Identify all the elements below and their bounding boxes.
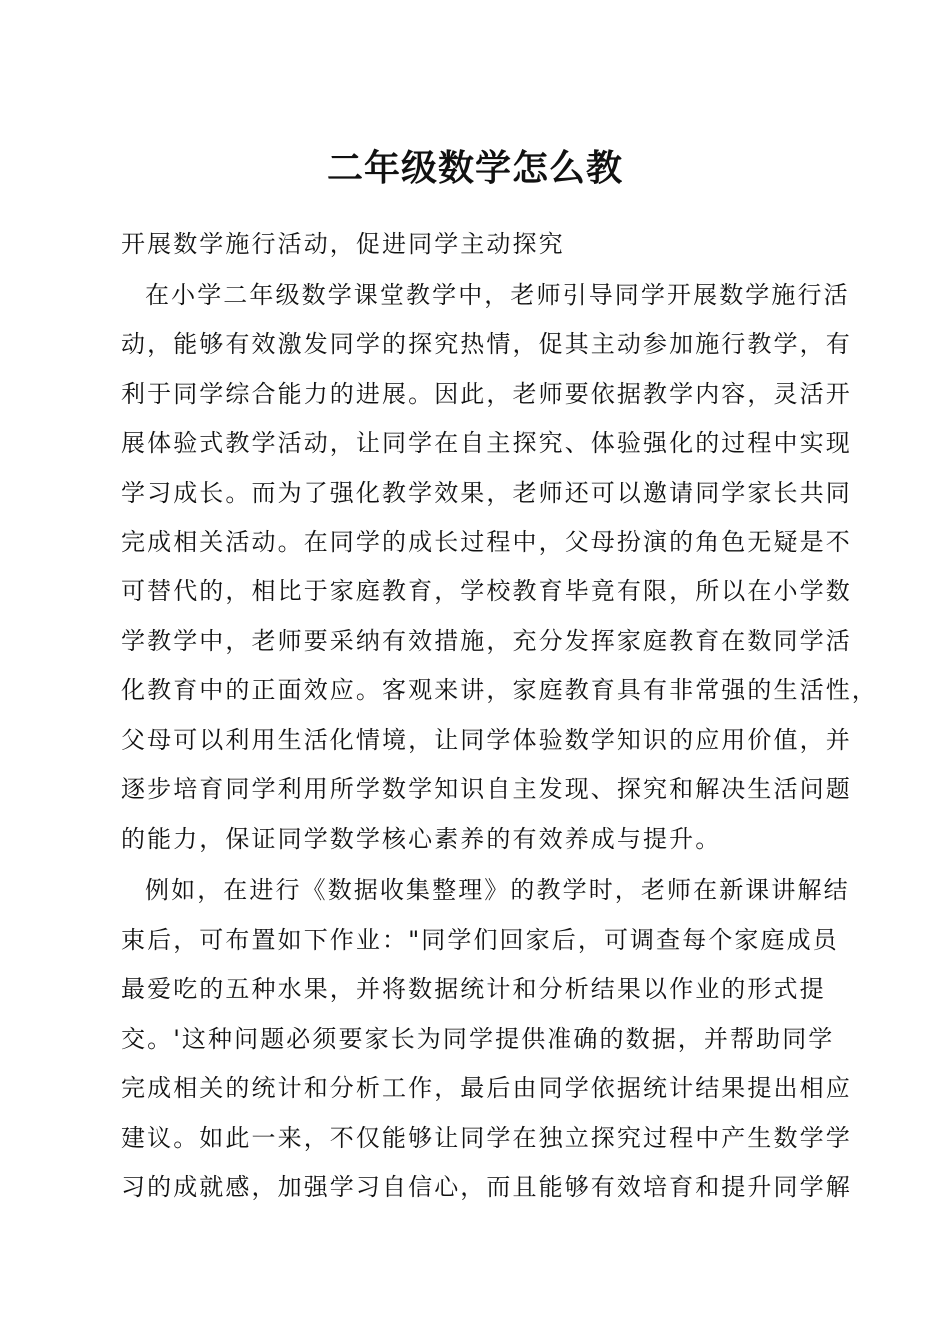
document-title: 二年级数学怎么教 [326,147,623,189]
paragraph-line: 展体验式教学活动，让同学在自主探究、体验强化的过程中实现 [121,429,852,457]
paragraph-line: 可替代的，相比于家庭教育，学校教育毕竟有限，所以在小学数 [121,577,852,605]
paragraph-line: 最爱吃的五种水果，并将数据统计和分析结果以作业的形式提 [121,975,826,1003]
paragraph-line: 交。'这种问题必须要家长为同学提供准确的数据，并帮助同学 [121,1025,835,1053]
paragraph-line: 在小学二年级数学课堂教学中，老师引导同学开展数学施行活 [145,281,850,309]
paragraph-line: 的能力，保证同学数学核心素养的有效养成与提升。 [121,825,722,853]
paragraph-line: 动，能够有效激发同学的探究热情，促其主动参加施行教学，有 [121,330,852,358]
paragraph-line: 逐步培育同学利用所学数学知识自主发现、探究和解决生活问题 [121,775,852,803]
paragraph-line: 化教育中的正面效应。客观来讲，家庭教育具有非常强的生活性， [121,676,878,704]
paragraph-line: 建议。如此一来，不仅能够让同学在独立探究过程中产生数学学 [121,1124,852,1152]
paragraph-line: 学习成长。而为了强化教学效果，老师还可以邀请同学家长共同 [121,479,852,507]
paragraph-line: 例如，在进行《数据收集整理》的教学时，老师在新课讲解结 [145,876,850,904]
paragraph-line: 束后，可布置如下作业："同学们回家后，可调查每个家庭成员 [121,926,839,954]
paragraph-line: 完成相关活动。在同学的成长过程中，父母扮演的角色无疑是不 [121,528,852,556]
paragraph-line: 利于同学综合能力的进展。因此，老师要依据教学内容，灵活开 [121,380,852,408]
paragraph-line: 习的成就感，加强学习自信心，而且能够有效培育和提升同学解 [121,1173,852,1201]
section-heading: 开展数学施行活动，促进同学主动探究 [121,230,565,258]
paragraph-line: 完成相关的统计和分析工作，最后由同学依据统计结果提出相应 [121,1074,852,1102]
paragraph-line: 父母可以利用生活化情境，让同学体验数学知识的应用价值，并 [121,726,852,754]
paragraph-line: 学教学中，老师要采纳有效措施，充分发挥家庭教育在数同学活 [121,627,852,655]
